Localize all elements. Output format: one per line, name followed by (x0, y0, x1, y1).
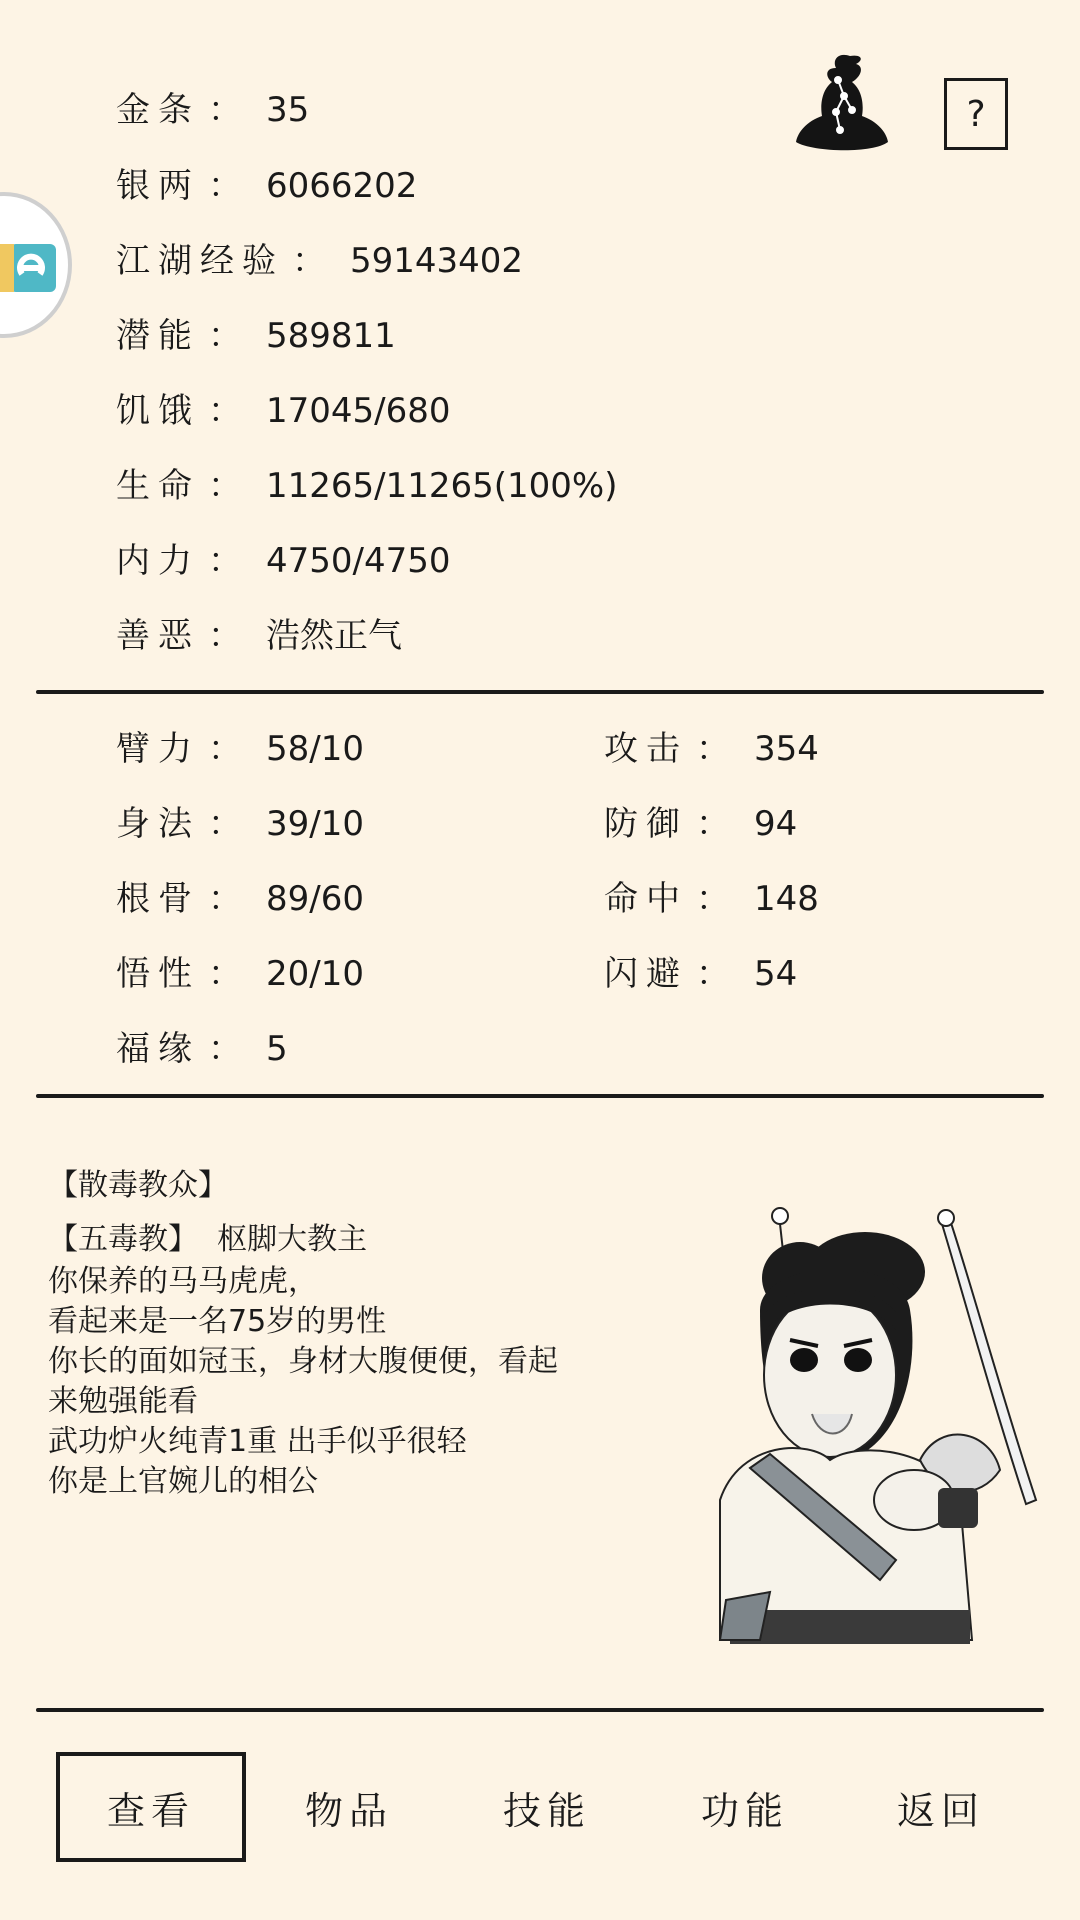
desc-line: 看起来是一名75岁的男性 (48, 1304, 387, 1339)
attr-agility: 身法 ： 39/10 (116, 804, 364, 844)
tab-back-label: 返回 (896, 1788, 985, 1833)
divider-2 (36, 1094, 1044, 1098)
desc-sect: 【五毒教】 枢脚大教主 (48, 1222, 368, 1257)
attr-strength: 臂力 ： 58/10 (116, 729, 364, 769)
assistant-logo-icon (0, 196, 76, 342)
stat-internal-force: 内力 ： 4750/4750 (116, 541, 451, 581)
attr-fortune: 福缘 ： 5 (116, 1029, 288, 1069)
meditating-master-emblem[interactable] (792, 50, 892, 160)
attr-comprehension: 悟性 ： 20/10 (116, 954, 364, 994)
tab-skills[interactable] (452, 1752, 642, 1862)
divider-1 (36, 690, 1044, 694)
tab-view-label: 查看 (106, 1788, 195, 1833)
tab-functions[interactable] (650, 1752, 840, 1862)
help-label: ? (966, 93, 986, 135)
tab-view[interactable] (56, 1752, 246, 1862)
stat-health: 生命 ： 11265/11265(100%) (116, 466, 618, 506)
desc-line: 你长的面如冠玉，身材大腹便便，看起 (48, 1344, 558, 1379)
tab-back[interactable] (846, 1752, 1036, 1862)
floating-assistant-badge[interactable] (0, 192, 72, 338)
stat-hunger: 饥饿 ： 17045/680 (116, 391, 451, 431)
tab-skills-label: 技能 (502, 1788, 591, 1833)
desc-line: 来勉强能看 (48, 1384, 198, 1419)
stat-morality: 善恶 ： 浩然正气 (116, 616, 402, 656)
character-portrait (700, 1200, 1050, 1660)
desc-title: 【散毒教众】 (48, 1168, 228, 1203)
attr-attack: 攻击 ： 354 (604, 729, 819, 769)
stat-gold: 金条 ： 35 (116, 90, 310, 130)
tab-functions-label: 功能 (700, 1788, 789, 1833)
attr-defense: 防御 ： 94 (604, 804, 798, 844)
attr-dodge: 闪避 ： 54 (604, 954, 798, 994)
desc-line: 你是上官婉儿的相公 (48, 1464, 318, 1499)
tab-items[interactable] (254, 1752, 444, 1862)
stat-silver: 银两 ： 6066202 (116, 166, 418, 206)
stat-potential: 潜能 ： 589811 (116, 316, 396, 356)
desc-line: 你保养的马马虎虎， (48, 1264, 318, 1299)
attr-hit: 命中 ： 148 (604, 879, 819, 919)
help-button[interactable] (944, 78, 1008, 150)
desc-line: 武功炉火纯青1重 出手似乎很轻 (48, 1424, 467, 1459)
stat-experience: 江湖经验 ： 59143402 (116, 241, 524, 281)
divider-3 (36, 1708, 1044, 1712)
attr-constitution: 根骨 ： 89/60 (116, 879, 364, 919)
tab-items-label: 物品 (304, 1788, 393, 1833)
